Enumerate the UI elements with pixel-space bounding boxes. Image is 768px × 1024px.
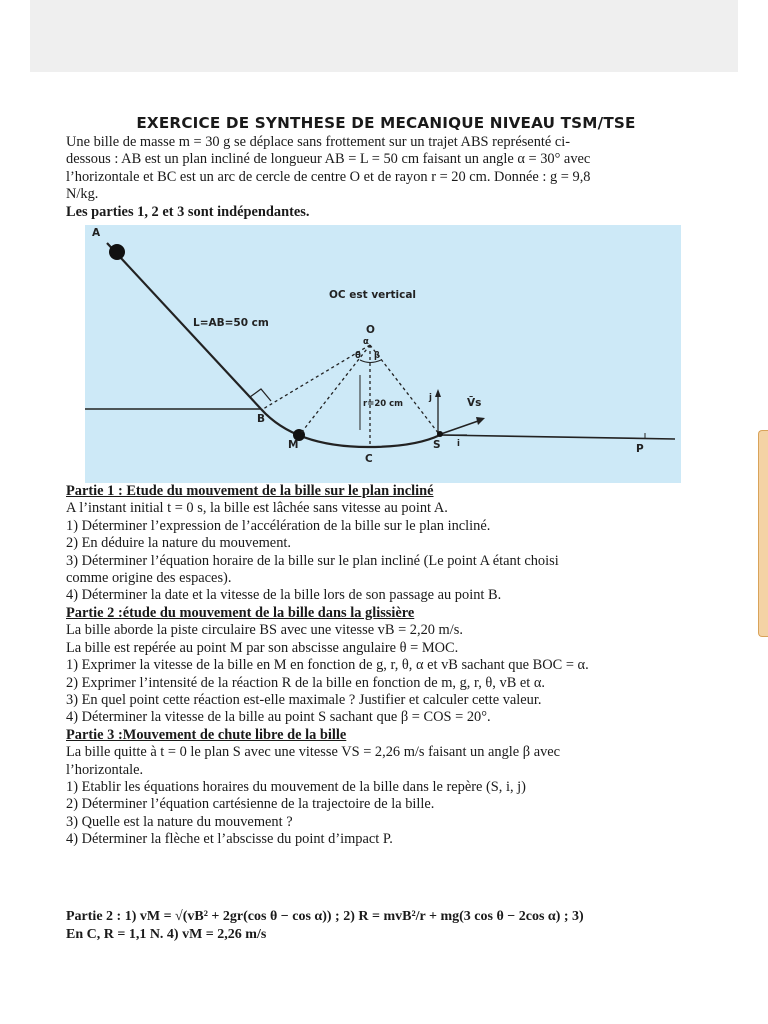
partie2-line: La bille aborde la piste circulaire BS avec une vitesse vB = 2,20 m/s. <box>66 622 463 639</box>
label-theta: θ <box>355 351 361 362</box>
independent-note: Les parties 1, 2 et 3 sont indépendantes. <box>66 203 310 220</box>
partie1-line: A l’instant initial t = 0 s, la bille est lâchée sans vitesse au point A. <box>66 500 448 517</box>
label-j: j <box>429 393 432 404</box>
partie3-line: La bille quitte à t = 0 le plan S avec une vitesse VS = 2,26 m/s faisant un angle β avec <box>66 744 561 761</box>
label-P: P <box>636 443 644 456</box>
label-beta: β <box>374 351 381 362</box>
page-title: EXERCICE DE SYNTHESE DE MECANIQUE NIVEAU TSM/TSE <box>136 114 636 132</box>
partie2-line: La bille est repérée au point M par son abscisse angulaire θ = MOC. <box>66 639 459 656</box>
answers-block <box>66 908 706 944</box>
partie2-line: 3) En quel point cette réaction est-elle maximale ? Justifier et calculer cette valeur. <box>66 691 542 708</box>
label-M: M <box>288 439 299 452</box>
partie2-line: 4) Déterminer la vitesse de la bille au point S sachant que β = COS = 20°. <box>66 709 491 726</box>
partie2-line: 2) Exprimer l’intensité de la réaction R de la bille en fonction de m, g, r, θ, vB et α. <box>66 674 546 691</box>
partie1-line: 3) Déterminer l’équation horaire de la bille sur le plan incliné (Le point A étant choisi <box>66 552 559 569</box>
partie3-line: 2) Déterminer l’équation cartésienne de la trajectoire de la bille. <box>66 796 435 813</box>
partie3-line: 4) Déterminer la flèche et l’abscisse du point d’impact P. <box>66 831 393 848</box>
answer-line-1: Partie 2 : 1) vM = √(vB² + 2gr(cos θ − cos α)) ; 2) R = mvB²/r + mg(3 cos θ − 2cos α) ; 3) <box>66 909 584 924</box>
partie2-line: 1) Exprimer la vitesse de la bille en M en fonction de g, r, θ, α et vB sachant que BOC = α. <box>66 657 589 674</box>
label-r: r=20 cm <box>363 399 403 410</box>
label-Vs: V̄s <box>467 397 482 410</box>
answer-line-2: En C, R = 1,1 N. 4) vM = 2,26 m/s <box>66 927 267 942</box>
partie1-line: 2) En déduire la nature du mouvement. <box>66 535 291 552</box>
partie3-heading: Partie 3 :Mouvement de chute libre de la bille <box>66 726 347 743</box>
partie1-heading: Partie 1 : Etude du mouvement de la bille sur le plan incliné <box>66 483 434 500</box>
intro-line-4: N/kg. <box>66 186 99 203</box>
document <box>66 114 706 849</box>
label-O: O <box>366 324 375 337</box>
figure-trajectory <box>85 225 681 483</box>
partie3-line: 1) Etablir les équations horaires du mouvement de la bille dans le repère (S, i, j) <box>66 778 526 795</box>
partie1-line: 4) Déterminer la date et la vitesse de la bille lors de son passage au point B. <box>66 587 502 604</box>
label-C: C <box>365 453 373 466</box>
partie2-heading: Partie 2 :étude du mouvement de la bille dans la glissière <box>66 604 415 621</box>
partie3-line: 3) Quelle est la nature du mouvement ? <box>66 813 293 830</box>
partie1-line: comme origine des espaces). <box>66 570 232 587</box>
label-OC: OC est vertical <box>329 289 417 302</box>
label-A: A <box>92 227 101 240</box>
intro-line-2: dessous : AB est un plan incliné de longueur AB = L = 50 cm faisant un angle α = 30° avec <box>66 151 591 168</box>
intro-line-1: Une bille de masse m = 30 g se déplace sans frottement sur un trajet ABS représenté ci- <box>66 134 571 150</box>
partie1-line: 1) Déterminer l’expression de l’accélération de la bille sur le plan incliné. <box>66 517 491 534</box>
label-S: S <box>433 439 441 452</box>
label-i: i <box>457 439 460 450</box>
label-alpha: α <box>363 337 369 348</box>
label-B: B <box>257 413 266 426</box>
scroll-handle[interactable] <box>758 430 768 637</box>
intro-line-3: l’horizontale et BC est un arc de cercle de centre O et de rayon r = 20 cm. Donnée : g = 9,8 <box>66 168 591 185</box>
figure-drawing <box>85 225 681 483</box>
label-L: L=AB=50 cm <box>193 317 269 330</box>
partie3-line: l’horizontale. <box>66 761 144 778</box>
top-bar <box>30 0 738 72</box>
